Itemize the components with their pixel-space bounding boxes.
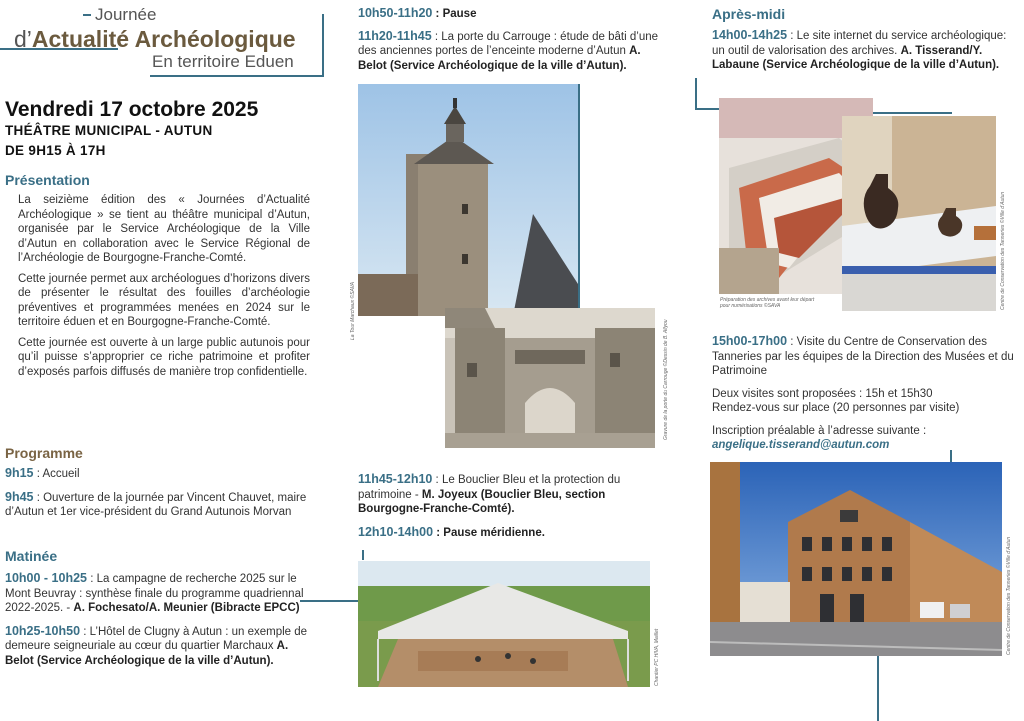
matinee-item: 10h25-10h50 : L’Hôtel de Clugny à Autun : un exemple de demeure seigneuriale au cœur du quartier Marchaux A. Belot (Service Archéologique de la ville d’Autun). [5, 623, 308, 667]
frame-line [870, 112, 952, 114]
building-photo [710, 462, 1002, 656]
vases-photo [842, 116, 996, 311]
presentation-title: Présentation [5, 172, 90, 188]
frame-line [877, 656, 879, 721]
presentation-p3: Cette journée est ouverte à un large public autunois pour qu’il puisse s’approprier ce riche patrimoine et profiter d’exposés parfois diffusés de manière trop confidentielle. [18, 336, 310, 378]
caption-tower: La Tour Marchaux ©SAVA [350, 282, 356, 340]
visits-note: Rendez-vous sur place (20 personnes par visite) [712, 402, 960, 414]
engraving-photo [445, 308, 655, 448]
excavation-photo [358, 561, 650, 687]
presentation-p1: La seizième édition des « Journées d’Actualité Archéologique » se tient au théâtre municipal d’Autun, organisée par le Service Archéologique de la Ville d’Autun en collaboration avec le Service Régional de l’Archéologie de Bourgogne-Franche-Comté. [18, 194, 310, 264]
frame-line [695, 108, 719, 110]
talk-item: 11h45-12h10 : Le Bouclier Bleu et la protection du patrimoine - M. Joyeux (Bouclier Bleu, section Bourgogne-Franche-Comté). [358, 472, 621, 515]
apresmidi-title: Après-midi [712, 6, 786, 22]
email-link[interactable]: angelique.tisserand@autun.com [712, 439, 890, 451]
presentation-p2: Cette journée permet aux archéologues d’horizons divers de présenter le résultat des fouilles d’archéologie préventives et programmées menées en 2024 sur le territoire éduen et en Bourgogne-Franche-Comté. [18, 272, 310, 328]
pause-item: 10h50-11h20 : Pause [358, 6, 477, 20]
tower-photo [358, 84, 578, 316]
caption-archives: Préparation des archives avant leur départ pour numérisations ©SAVA [720, 297, 815, 309]
matinee-item: 10h00 - 10h25 : La campagne de recherche 2025 sur le Mont Beuvray : synthèse finale du programme quadriennal 2022-2025. - A. Fochesato/A. Meunier (Bibracte EPCC) [5, 571, 304, 614]
lunch-item: 12h10-14h00 : Pause méridienne. [358, 524, 545, 539]
frame-line [578, 84, 580, 316]
header-frame-bottom [150, 75, 324, 77]
talk-item: 14h00-14h25 : Le site internet du service archéologique: un outil de valorisation des archives. A. Tisserand/Y. Labaune (Service Archéologique de la ville d’Autun). [712, 28, 1007, 71]
caption-building: Centre de Conservation des Tanneries ©Ville d’Autun [1006, 536, 1012, 655]
header-line3: En territoire Eduen [152, 52, 294, 71]
frame-line [695, 78, 697, 108]
inscription-label: Inscription préalable à l’adresse suivante : [712, 424, 927, 437]
header-line1: Journée [95, 5, 157, 24]
programme-item: 9h15 : Accueil [5, 466, 80, 480]
frame-line [300, 600, 358, 602]
caption-vases: Centre de Conservation des Tanneries ©Ville d’Autun [1000, 191, 1006, 310]
frame-line [362, 550, 364, 560]
visit-item: 15h00-17h00 : Visite du Centre de Conservation des Tanneries par les équipes de la Direction des Musées et du Patrimoine [712, 334, 1014, 377]
header-frame-right [322, 14, 324, 76]
header-line2: d’Actualité Archéologique [14, 26, 296, 52]
event-hours: DE 9H15 À 17H [5, 143, 106, 158]
caption-excavation: Chantier PC HIVA, Maillet [654, 628, 660, 686]
event-venue: THÉÂTRE MUNICIPAL - AUTUN [5, 123, 213, 138]
frame-line [950, 450, 952, 462]
visits-times: Deux visites sont proposées : 15h et 15h30 [712, 387, 933, 400]
talk-item: 11h20-11h45 : La porte du Carrouge : étude de bâti d’une des anciennes portes de l’enceinte moderne d’Autun A. Belot (Service Archéologique de la ville d’Autun). [358, 28, 659, 72]
header-frame-top [83, 14, 91, 16]
matinee-title: Matinée [5, 548, 58, 564]
caption-engraving: Gravure de la porte du Carrouge ©Dessin de B. Allyou [663, 319, 669, 440]
programme-item: 9h45 : Ouverture de la journée par Vincent Chauvet, maire d’Autun et 1er vice-président du Grand Autunois Morvan [5, 489, 307, 518]
event-date: Vendredi 17 octobre 2025 [5, 98, 259, 121]
programme-title: Programme [5, 445, 83, 461]
